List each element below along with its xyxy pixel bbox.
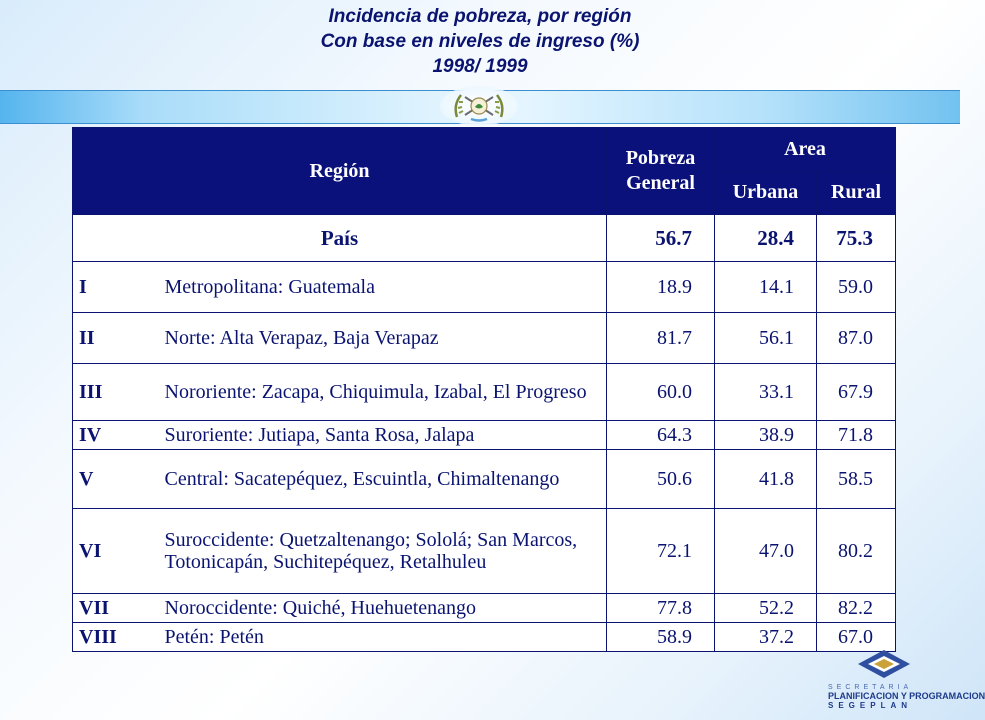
pais-rural: 75.3 xyxy=(817,215,896,262)
table-row xyxy=(73,313,896,364)
title-line-3: 1998/ 1999 xyxy=(432,56,528,77)
value-urbana: 14.1 xyxy=(715,262,817,313)
table-row xyxy=(73,594,896,623)
region-name: Noroccidente: Quiché, Huehuetenango xyxy=(161,594,607,623)
table-row xyxy=(73,509,896,594)
value-general: 64.3 xyxy=(607,421,715,450)
pais-urbana: 28.4 xyxy=(715,215,817,262)
region-name: Petén: Petén xyxy=(161,623,607,652)
value-general: 81.7 xyxy=(607,313,715,364)
region-code: I xyxy=(73,262,161,313)
segeplan-logo xyxy=(820,648,985,716)
value-urbana: 38.9 xyxy=(715,421,817,450)
table-row-pais xyxy=(73,215,896,262)
region-code: V xyxy=(73,450,161,509)
header-pobreza-line1: Pobreza xyxy=(625,147,696,169)
region-name: Suroriente: Jutiapa, Santa Rosa, Jalapa xyxy=(161,421,607,450)
table-row xyxy=(73,623,896,652)
table-row xyxy=(73,421,896,450)
logo-secretaria: SECRETARIA xyxy=(828,684,913,691)
value-rural: 80.2 xyxy=(817,509,896,594)
value-rural: 82.2 xyxy=(817,594,896,623)
header-region: Región xyxy=(73,128,607,215)
value-urbana: 52.2 xyxy=(715,594,817,623)
value-urbana: 56.1 xyxy=(715,313,817,364)
value-rural: 59.0 xyxy=(817,262,896,313)
value-general: 18.9 xyxy=(607,262,715,313)
region-name: Central: Sacatepéquez, Escuintla, Chimaltenango xyxy=(161,450,607,509)
region-code: IV xyxy=(73,421,161,450)
value-urbana: 47.0 xyxy=(715,509,817,594)
title-line-1: Incidencia de pobreza, por región xyxy=(328,6,632,27)
region-name: Suroccidente: Quetzaltenango; Sololá; San Marcos, Totonicapán, Suchitepéquez, Retalhuleu xyxy=(161,509,607,594)
region-name: Norte: Alta Verapaz, Baja Verapaz xyxy=(161,313,607,364)
header-pobreza-general xyxy=(607,128,715,215)
slide-title xyxy=(0,4,960,79)
pais-label: País xyxy=(73,215,607,262)
segeplan-logo-icon xyxy=(854,648,914,684)
header-rural: Rural xyxy=(817,171,896,215)
table-row xyxy=(73,450,896,509)
value-rural: 58.5 xyxy=(817,450,896,509)
value-urbana: 41.8 xyxy=(715,450,817,509)
logo-acronym: SEGEPLAN xyxy=(828,701,913,710)
value-general: 58.9 xyxy=(607,623,715,652)
coat-of-arms-icon xyxy=(449,89,509,123)
header-row-1 xyxy=(73,128,896,172)
region-code: VII xyxy=(73,594,161,623)
value-rural: 71.8 xyxy=(817,421,896,450)
value-urbana: 37.2 xyxy=(715,623,817,652)
region-name: Metropolitana: Guatemala xyxy=(161,262,607,313)
coat-of-arms-emblem xyxy=(440,86,518,126)
table-row xyxy=(73,364,896,421)
header-area: Area xyxy=(715,128,896,172)
pais-general: 56.7 xyxy=(607,215,715,262)
value-rural: 67.9 xyxy=(817,364,896,421)
table-row xyxy=(73,262,896,313)
title-line-2: Con base en niveles de ingreso (%) xyxy=(320,31,640,52)
value-general: 77.8 xyxy=(607,594,715,623)
value-general: 60.0 xyxy=(607,364,715,421)
region-code: VI xyxy=(73,509,161,594)
value-rural: 67.0 xyxy=(817,623,896,652)
poverty-table xyxy=(72,127,896,652)
header-urbana: Urbana xyxy=(715,171,817,215)
logo-main-text: PLANIFICACION Y PROGRAMACION xyxy=(828,691,985,701)
region-code: III xyxy=(73,364,161,421)
value-general: 72.1 xyxy=(607,509,715,594)
value-rural: 87.0 xyxy=(817,313,896,364)
value-general: 50.6 xyxy=(607,450,715,509)
region-code: II xyxy=(73,313,161,364)
region-name: Nororiente: Zacapa, Chiquimula, Izabal, El Progreso xyxy=(161,364,607,421)
header-pobreza-line2: General xyxy=(626,172,695,194)
value-urbana: 33.1 xyxy=(715,364,817,421)
region-code: VIII xyxy=(73,623,161,652)
